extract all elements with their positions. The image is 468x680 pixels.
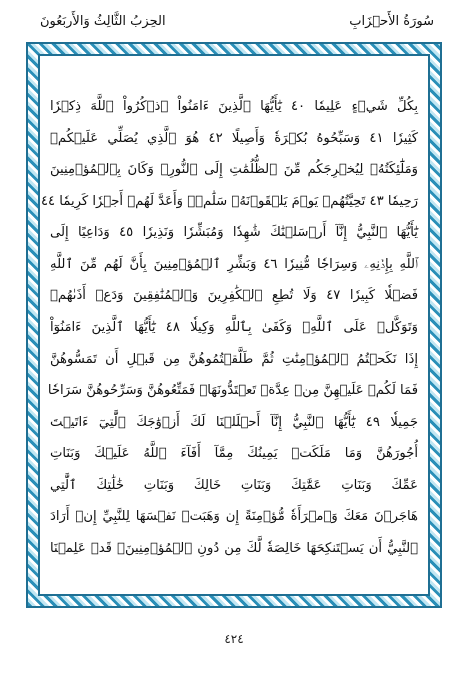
verse-line: جَمِيلٗا ٤٩ يَٰٓأَيُّهَا ٱلنَّبِيُّ إِنَّآ أَحۡلَلۡنَا لَكَ أَزۡوَٰجَكَ ٱلَّٰتِيٓ ءَاتَيۡتَ	[50, 414, 418, 430]
verse-line: ٱلنَّبِيُّ أَن يَسۡتَنكِحَهَا خَالِصَةٗ لَّكَ مِن دُونِ ٱلۡمُؤۡمِنِينَۗ قَدۡ عَلِمۡنَا	[50, 540, 418, 556]
page-number: ٤٢٤	[224, 632, 244, 646]
verse-line: وَمَلَٰٓئِكَتُهُۥ لِيُخۡرِجَكُم مِّنَ ٱلظُّلُمَٰتِ إِلَى ٱلنُّورِۚ وَكَانَ بِٱلۡمُؤۡمِنِينَ	[50, 162, 418, 178]
verse-line: كَثِيرٗا ٤١ وَسَبِّحُوهُ بُكۡرَةٗ وَأَصِيلًا ٤٢ هُوَ ٱلَّذِي يُصَلِّي عَلَيۡكُمۡ	[50, 130, 418, 146]
text-panel	[38, 54, 430, 596]
verse-line: فَمَا لَكُمۡ عَلَيۡهِنَّ مِنۡ عِدَّةٖ تَعۡتَدُّونَهَاۖ فَمَتِّعُوهُنَّ وَسَرِّحُوهُنَّ سَرَاحٗا	[47, 383, 418, 399]
ornamental-frame	[26, 42, 442, 608]
verse-line: أُجُورَهُنَّ وَمَا مَلَكَتۡ يَمِينُكَ مِمَّآ أَفَآءَ ٱللَّهُ عَلَيۡكَ وَبَنَاتِ	[50, 446, 418, 462]
verse-text-area	[40, 96, 418, 560]
verse-line: فَضۡلٗا كَبِيرٗا ٤٧ وَلَا تُطِعِ ٱلۡكَٰفِرِينَ وَٱلۡمُنَٰفِقِينَ وَدَعۡ أَذَىٰهُمۡ	[50, 288, 418, 304]
verse-line: إِذَا نَكَحۡتُمُ ٱلۡمُؤۡمِنَٰتِ ثُمَّ طَلَّقۡتُمُوهُنَّ مِن قَبۡلِ أَن تَمَسُّوهُنَّ	[50, 351, 418, 367]
verse-line: يَٰٓأَيُّهَا ٱلنَّبِيُّ إِنَّآ أَرۡسَلۡنَٰكَ شَٰهِدٗا وَمُبَشِّرٗا وَنَذِيرٗا ٤٥ وَدَاعِيًا إِلَى	[50, 225, 418, 241]
verse-line: هَاجَرۡنَ مَعَكَ وَٱمۡرَأَةٗ مُّؤۡمِنَةً إِن وَهَبَتۡ نَفۡسَهَا لِلنَّبِيِّ إِنۡ أَرَادَ	[50, 509, 418, 525]
verse-line: عَمِّكَ وَبَنَاتِ عَمَّٰتِكَ وَبَنَاتِ خَالِكَ وَبَنَاتِ خَٰلَٰتِكَ ٱلَّٰتِي	[50, 477, 418, 493]
hizb-header: الحِزبُ الثَّالِثُ وَالأَربَعُونَ	[40, 14, 166, 29]
verse-line: رَحِيمٗا ٤٣ تَحِيَّتُهُمۡ يَوۡمَ يَلۡقَوۡنَهُۥ سَلَٰمٞۚ وَأَعَدَّ لَهُمۡ أَجۡرٗا كَرِيمٗا ٤٤	[40, 193, 418, 209]
surah-name-header: سُورَةُ الأَحۡزَابِ	[349, 14, 434, 29]
verse-line: ٱللَّهِ بِإِذۡنِهِۦ وَسِرَاجٗا مُّنِيرٗا ٤٦ وَبَشِّرِ ٱلۡمُؤۡمِنِينَ بِأَنَّ لَهُم مِّنَ ٱللَّهِ	[50, 256, 418, 272]
verse-line: وَتَوَكَّلۡ عَلَى ٱللَّهِۚ وَكَفَىٰ بِٱللَّهِ وَكِيلٗا ٤٨ يَٰٓأَيُّهَا ٱلَّذِينَ ءَامَنُوٓاْ	[50, 319, 418, 335]
verse-line: بِكُلِّ شَيۡءٍ عَلِيمٗا ٤٠ يَٰٓأَيُّهَا ٱلَّذِينَ ءَامَنُواْ ٱذۡكُرُواْ ٱللَّهَ ذِكۡرٗا	[50, 99, 418, 114]
